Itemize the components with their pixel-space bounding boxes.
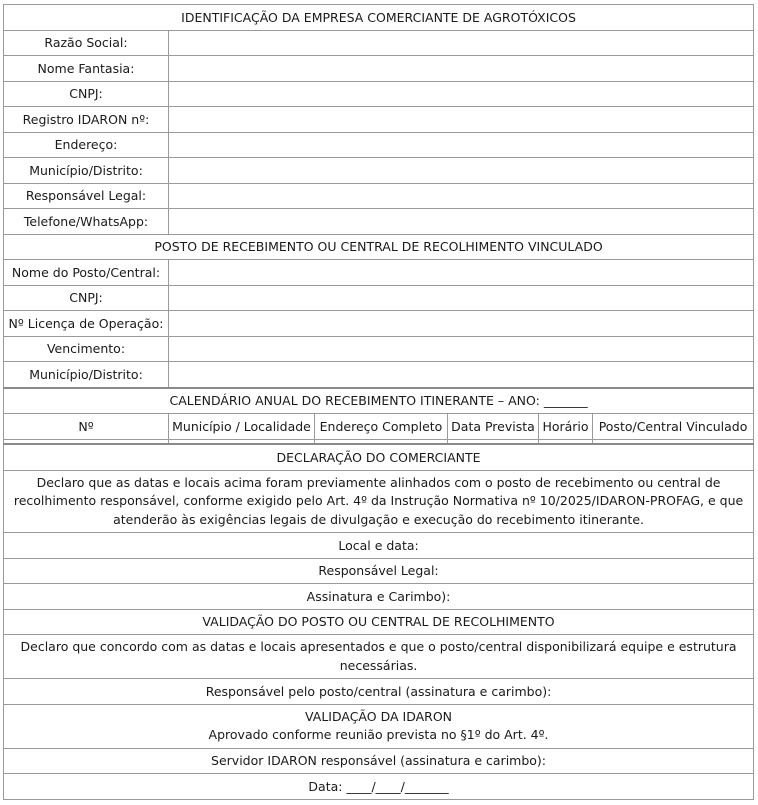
field-label: Endereço:: [4, 132, 169, 158]
validacao-posto-text: Declaro que concordo com as datas e locais apresentados e que o posto/central disponibilizará equipe e estrutura necessárias.: [4, 635, 754, 679]
agrotoxicos-form: [3, 4, 753, 800]
registro-idaron-field[interactable]: [169, 107, 754, 133]
column-header: Endereço Completo: [315, 414, 448, 440]
field-label: Responsável Legal:: [4, 183, 169, 209]
responsavel-legal-field[interactable]: [169, 183, 754, 209]
field-label: Nome Fantasia:: [4, 56, 169, 82]
column-header: Horário: [539, 414, 593, 440]
assinatura-carimbo-field[interactable]: Assinatura e Carimbo):: [4, 584, 754, 610]
form-table: [3, 4, 754, 800]
section-title-empresa: IDENTIFICAÇÃO DA EMPRESA COMERCIANTE DE AGROTÓXICOS: [4, 5, 754, 31]
telefone-field[interactable]: [169, 209, 754, 235]
servidor-idaron-signature-field[interactable]: Servidor IDARON responsável (assinatura e carimbo):: [4, 748, 754, 774]
column-header: Município / Localidade: [169, 414, 315, 440]
razao-social-field[interactable]: [169, 30, 754, 56]
licenca-operacao-field[interactable]: [169, 311, 754, 337]
cnpj-posto-field[interactable]: [169, 285, 754, 311]
section-title-calendario: CALENDÁRIO ANUAL DO RECEBIMENTO ITINERANTE – ANO: _______: [4, 388, 754, 414]
field-label: Telefone/WhatsApp:: [4, 209, 169, 235]
field-label: Município/Distrito:: [4, 158, 169, 184]
section-title-declaracao: DECLARAÇÃO DO COMERCIANTE: [4, 444, 754, 470]
validacao-idaron-block: [4, 704, 754, 748]
field-label: Nome do Posto/Central:: [4, 260, 169, 286]
column-header: Nº: [4, 414, 169, 440]
field-label: Registro IDARON nº:: [4, 107, 169, 133]
field-label: Nº Licença de Operação:: [4, 311, 169, 337]
nome-posto-field[interactable]: [169, 260, 754, 286]
validacao-idaron-text: Aprovado conforme reunião prevista no §1º do Art. 4º.: [208, 727, 549, 742]
municipio-empresa-field[interactable]: [169, 158, 754, 184]
field-label: Município/Distrito:: [4, 362, 169, 388]
field-label: Vencimento:: [4, 336, 169, 362]
declaracao-text: Declaro que as datas e locais acima foram previamente alinhados com o posto de recebimento ou central de recolhimento responsável, conforme exigido pelo Art. 4º da Instrução Normativa nº 10/2025/IDARON-PROFAG, e que atenderão às exigências legais de divulgação e execução do recebimento itinerante.: [4, 470, 754, 533]
municipio-posto-field[interactable]: [169, 362, 754, 388]
cnpj-empresa-field[interactable]: [169, 81, 754, 107]
column-header: Data Prevista: [448, 414, 539, 440]
endereco-field[interactable]: [169, 132, 754, 158]
section-title-posto: POSTO DE RECEBIMENTO OU CENTRAL DE RECOLHIMENTO VINCULADO: [4, 234, 754, 260]
field-label: Razão Social:: [4, 30, 169, 56]
local-data-field[interactable]: Local e data:: [4, 533, 754, 559]
field-label: CNPJ:: [4, 285, 169, 311]
nome-fantasia-field[interactable]: [169, 56, 754, 82]
responsavel-posto-signature-field[interactable]: Responsável pelo posto/central (assinatura e carimbo):: [4, 679, 754, 705]
column-header: Posto/Central Vinculado: [593, 414, 754, 440]
responsavel-legal-signature-field[interactable]: Responsável Legal:: [4, 558, 754, 584]
field-label: CNPJ:: [4, 81, 169, 107]
section-title-validacao-posto: VALIDAÇÃO DO POSTO OU CENTRAL DE RECOLHIMENTO: [4, 609, 754, 635]
vencimento-field[interactable]: [169, 336, 754, 362]
section-title-validacao-idaron: VALIDAÇÃO DA IDARON: [305, 708, 453, 724]
data-field[interactable]: Data: ____/____/_______: [4, 774, 754, 800]
